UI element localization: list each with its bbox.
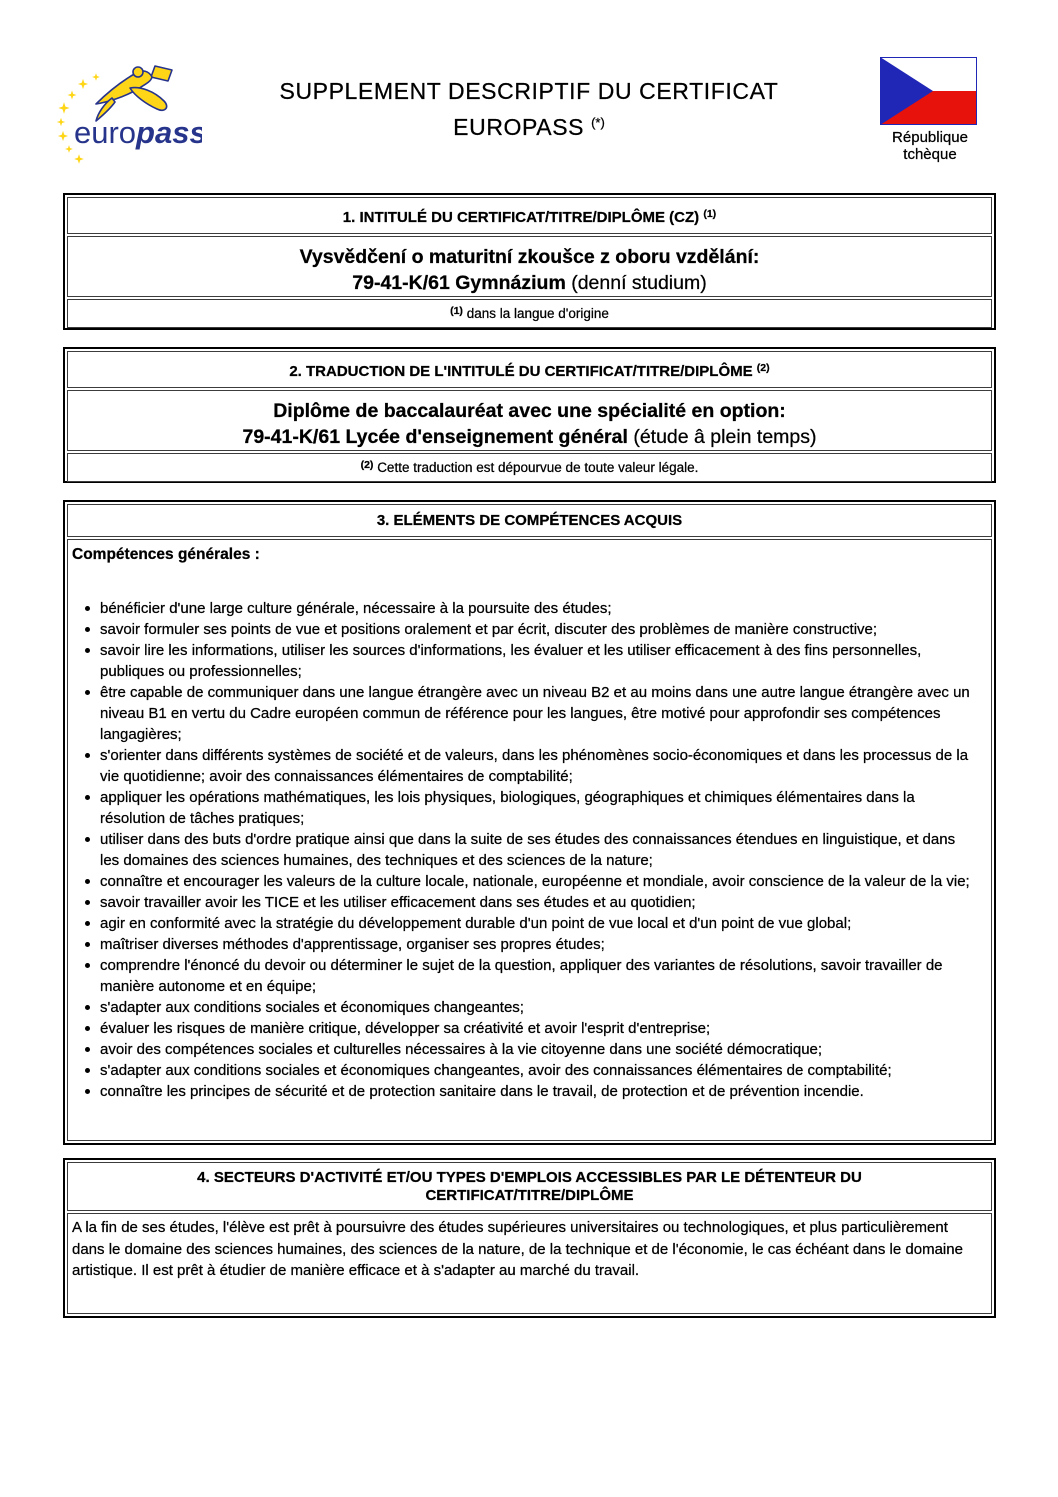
competence-item: comprendre l'énoncé du devoir ou déterminer le sujet de la question, appliquer des variantes de résolutions, savoir travailler de manière autonome et en équipe;	[72, 955, 985, 997]
certificate-code-translated: 79-41-K/61 Lycée d'enseignement général (étude â plein temps)	[242, 426, 817, 448]
competence-item: connaître et encourager les valeurs de la culture locale, nationale, européenne et mondiale, avoir conscience de la valeur de la vie;	[72, 871, 985, 892]
competence-item: avoir des compétences sociales et culturelles nécessaires à la vie citoyenne dans une société démocratique;	[72, 1039, 985, 1060]
competence-item: évaluer les risques de manière critique, développer sa créativité et avoir l'esprit d'entreprise;	[72, 1018, 985, 1039]
section-certificate-translation	[63, 347, 996, 483]
certificate-title-translated: Diplôme de baccalauréat avec une spécialité en option:	[273, 400, 786, 422]
section-4-heading: 4. SECTEURS D'ACTIVITÉ ET/OU TYPES D'EMPLOIS ACCESSIBLES PAR LE DÉTENTEUR DU CERTIFICAT/TITRE/DIPLÔME	[67, 1162, 992, 1211]
section-2-body	[67, 390, 992, 451]
section-2-heading: 2. TRADUCTION DE L'INTITULÉ DU CERTIFICAT/TITRE/DIPLÔME $^{(2)}$	[67, 351, 992, 388]
competence-item: connaître les principes de sécurité et de protection sanitaire dans le travail, de protection et de prévention incendie.	[72, 1081, 985, 1102]
section-3-heading: 3. ELÉMENTS DE COMPÉTENCES ACQUIS	[67, 504, 992, 537]
svg-text:europass: europass	[74, 115, 202, 150]
competence-item: utiliser dans des buts d'ordre pratique ainsi que dans la suite de ses études des connaissances étendues en linguistique, et dans les domaines des sciences humaines, des techniques et des sciences de la nature;	[72, 829, 985, 871]
section-4-body: A la fin de ses études, l'élève est prêt à poursuivre des études supérieures universitaires ou technologiques, et plus particulièrement dans le domaine des sciences humaines, des sciences de la nature, de la technique et de l'économie, le cas échéant dans le domaine artistique. Il est prêt à étudier de manière efficace et à s'adapter au marché du travail.	[67, 1213, 992, 1314]
competence-item: appliquer les opérations mathématiques, les lois physiques, biologiques, géographiques et chimiques élémentaires dans la résolution de tâches pratiques;	[72, 787, 985, 829]
competence-item: s'orienter dans différents systèmes de société et de valeurs, dans les phénomènes socio-économiques et dans les processus de la vie quotidienne; avoir des connaissances élémentaires de comptabilité;	[72, 745, 985, 787]
competences-list	[72, 598, 985, 1102]
country-flag-block	[880, 57, 980, 163]
competence-item: s'adapter aux conditions sociales et économiques changeantes;	[72, 997, 985, 1018]
section-employment-sectors	[63, 1158, 996, 1318]
competence-item: s'adapter aux conditions sociales et économiques changeantes, avoir des connaissances élémentaires de comptabilité;	[72, 1060, 985, 1081]
section-1-footnote: $^{(1)}$ dans la langue d'origine	[67, 299, 992, 328]
title-asterisk-superscript: (*)	[591, 115, 605, 130]
competence-item: être capable de communiquer dans une langue étrangère avec un niveau B2 et au moins dans une autre langue étrangère avec un niveau B1 en vertu du Cadre européen commun de référence pour les langues, être motivé pour approfondir ses compétences langagières;	[72, 682, 985, 745]
competence-item: maîtriser diverses méthodes d'apprentissage, organiser ses propres études;	[72, 934, 985, 955]
certificate-code-original: 79-41-K/61 Gymnázium (denní studium)	[352, 272, 707, 294]
section-competences	[63, 500, 996, 1145]
section-2-footnote: $^{(2)}$ Cette traduction est dépourvue de toute valeur légale.	[67, 453, 992, 482]
section-certificate-title	[63, 193, 996, 330]
certificate-title-original: Vysvědčení o maturitní zkoušce z oboru vzdělání:	[299, 246, 760, 268]
competence-item: agir en conformité avec la stratégie du développement durable d'un point de vue local et d'un point de vue global;	[72, 913, 985, 934]
competence-item: savoir formuler ses points de vue et positions oralement et par écrit, discuter des problèmes de manière constructive;	[72, 619, 985, 640]
competences-subheading: Compétences générales :	[72, 546, 260, 563]
competence-item: savoir lire les informations, utiliser les sources d'informations, les évaluer et les utiliser efficacement à des fins personnelles, publiques ou professionnelles;	[72, 640, 985, 682]
country-label: République tchèque	[892, 129, 968, 163]
competence-item: savoir travailler avoir les TICE et les utiliser efficacement dans ses études et au quotidien;	[72, 892, 985, 913]
footnote-ref-1: (1)	[703, 208, 717, 220]
section-1-body	[67, 236, 992, 297]
section-1-heading: 1. INTITULÉ DU CERTIFICAT/TITRE/DIPLÔME (CZ) $^{(1)}$	[67, 197, 992, 234]
document-title-line1: SUPPLEMENT DESCRIPTIF DU CERTIFICAT	[279, 78, 779, 104]
section-3-body	[67, 539, 992, 1141]
footnote-ref-2: (2)	[756, 362, 770, 374]
document-title-line2: EUROPASS (*)	[453, 114, 605, 140]
czech-flag-icon	[880, 57, 977, 125]
competence-item: bénéficier d'une large culture générale, nécessaire à la poursuite des études;	[72, 598, 985, 619]
